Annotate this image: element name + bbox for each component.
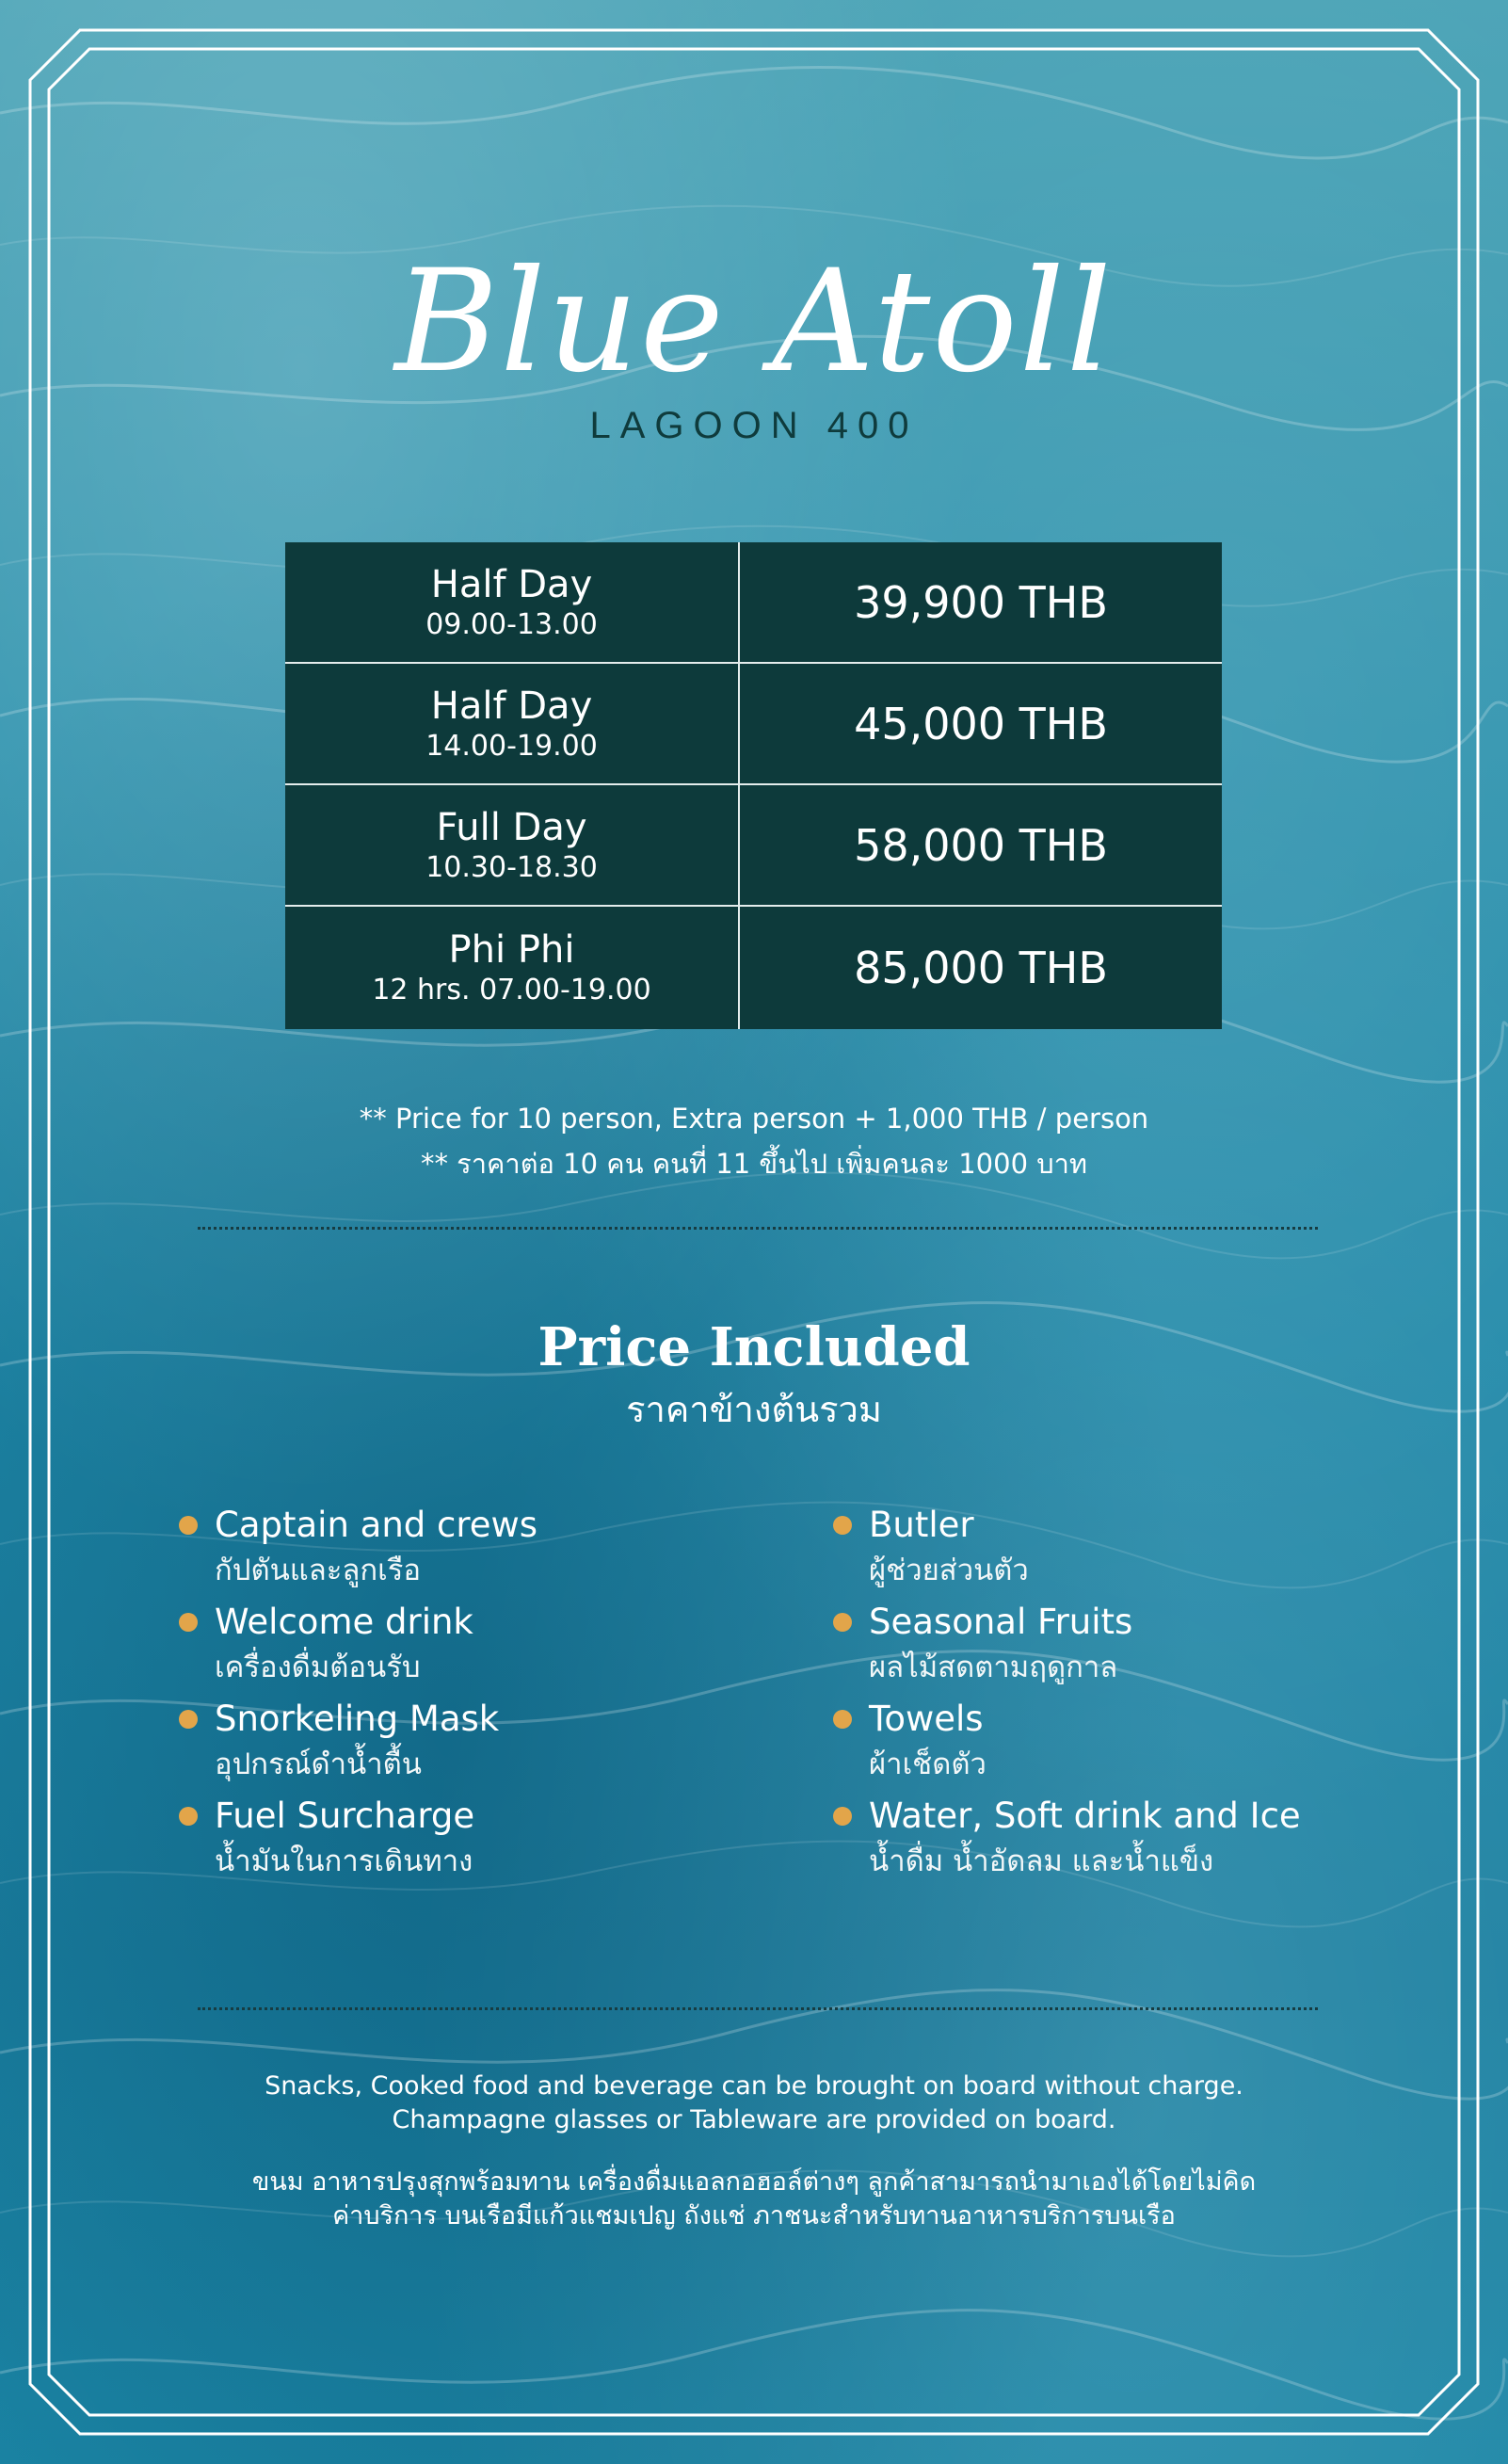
item-label-th: กัปตันและลูกเรือ — [215, 1554, 422, 1587]
item-label-th: น้ำมันในการเดินทาง — [215, 1844, 473, 1878]
table-row — [285, 907, 1222, 1029]
package-cell — [285, 785, 740, 905]
list-item — [179, 1599, 762, 1696]
table-row — [285, 785, 1222, 907]
table-row — [285, 664, 1222, 785]
bullet-icon — [833, 1613, 852, 1632]
list-item — [179, 1502, 762, 1599]
included-list-right — [833, 1502, 1417, 1890]
package-time: 09.00-13.00 — [425, 607, 598, 641]
list-item — [833, 1502, 1417, 1599]
item-label-en: Captain and crews — [215, 1505, 538, 1545]
footer-note-en-2: Champagne glasses or Tableware are provided on board. — [392, 2105, 1116, 2134]
item-label-en: Snorkeling Mask — [215, 1699, 500, 1739]
item-label-en: Fuel Surcharge — [215, 1796, 475, 1836]
item-label-th: ผู้ช่วยส่วนตัว — [869, 1554, 1029, 1587]
bullet-icon — [179, 1516, 198, 1535]
package-time: 14.00-19.00 — [425, 729, 598, 763]
footer-note-th-1: ขนม อาหารปรุงสุกพร้อมทาน เครื่องดื่มแอลกอฮอล์ต่างๆ ลูกค้าสามารถนำมาเองได้โดยไม่คิด — [251, 2167, 1257, 2197]
price-included-title: Price Included — [537, 1316, 971, 1378]
package-cell — [285, 542, 740, 662]
list-item — [833, 1696, 1417, 1793]
item-label-en: Seasonal Fruits — [869, 1602, 1133, 1642]
bullet-icon — [833, 1516, 852, 1535]
package-price: 58,000 THB — [854, 819, 1108, 871]
footer-note-th-2: ค่าบริการ บนเรือมีแก้วแชมเปญ ถังแช่ ภาชนะสำหรับทานอาหารบริการบนเรือ — [332, 2201, 1176, 2230]
bullet-icon — [179, 1807, 198, 1826]
package-name: Half Day — [430, 562, 593, 606]
package-time: 10.30-18.30 — [425, 850, 598, 884]
list-item — [179, 1696, 762, 1793]
package-name: Full Day — [436, 805, 587, 849]
item-label-en: Welcome drink — [215, 1602, 473, 1642]
bullet-icon — [833, 1710, 852, 1729]
boat-model: LAGOON 400 — [589, 405, 919, 446]
price-table — [285, 542, 1222, 1029]
brand-title: Blue Atoll — [394, 240, 1114, 404]
package-price: 85,000 THB — [854, 942, 1108, 993]
item-label-th: เครื่องดื่มต้อนรับ — [215, 1651, 421, 1684]
item-label-en: Water, Soft drink and Ice — [869, 1796, 1301, 1836]
package-name: Phi Phi — [448, 928, 575, 972]
bullet-icon — [179, 1710, 198, 1729]
bullet-icon — [179, 1613, 198, 1632]
included-list-left — [179, 1502, 762, 1890]
package-cell — [285, 664, 740, 783]
price-included-subtitle: ราคาข้างต้นรวม — [626, 1389, 882, 1430]
item-label-th: อุปกรณ์ดำน้ำตื้น — [215, 1747, 422, 1781]
list-item — [833, 1599, 1417, 1696]
dotted-divider — [198, 2007, 1318, 2010]
package-price: 45,000 THB — [854, 698, 1108, 749]
package-time: 12 hrs. 07.00-19.00 — [372, 974, 651, 1007]
item-label-th: น้ำดื่ม น้ำอัดลม และน้ำแข็ง — [869, 1844, 1214, 1878]
list-item — [833, 1793, 1417, 1890]
item-label-en: Butler — [869, 1505, 974, 1545]
item-label-en: Towels — [869, 1699, 984, 1739]
list-item — [179, 1793, 762, 1890]
table-row — [285, 542, 1222, 664]
package-name: Half Day — [430, 684, 593, 728]
package-cell — [285, 907, 740, 1029]
package-price: 39,900 THB — [854, 576, 1108, 628]
extra-person-note-en: ** Price for 10 person, Extra person + 1,000 THB / person — [359, 1103, 1149, 1135]
dotted-divider — [198, 1227, 1318, 1230]
extra-person-note-th: ** ราคาต่อ 10 คน คนที่ 11 ขึ้นไป เพิ่มคนละ 1000 บาท — [420, 1148, 1088, 1180]
item-label-th: ผ้าเช็ดตัว — [869, 1747, 987, 1781]
footer-note-en-1: Snacks, Cooked food and beverage can be brought on board without charge. — [265, 2071, 1243, 2101]
item-label-th: ผลไม้สดตามฤดูกาล — [869, 1651, 1118, 1684]
bullet-icon — [833, 1807, 852, 1826]
